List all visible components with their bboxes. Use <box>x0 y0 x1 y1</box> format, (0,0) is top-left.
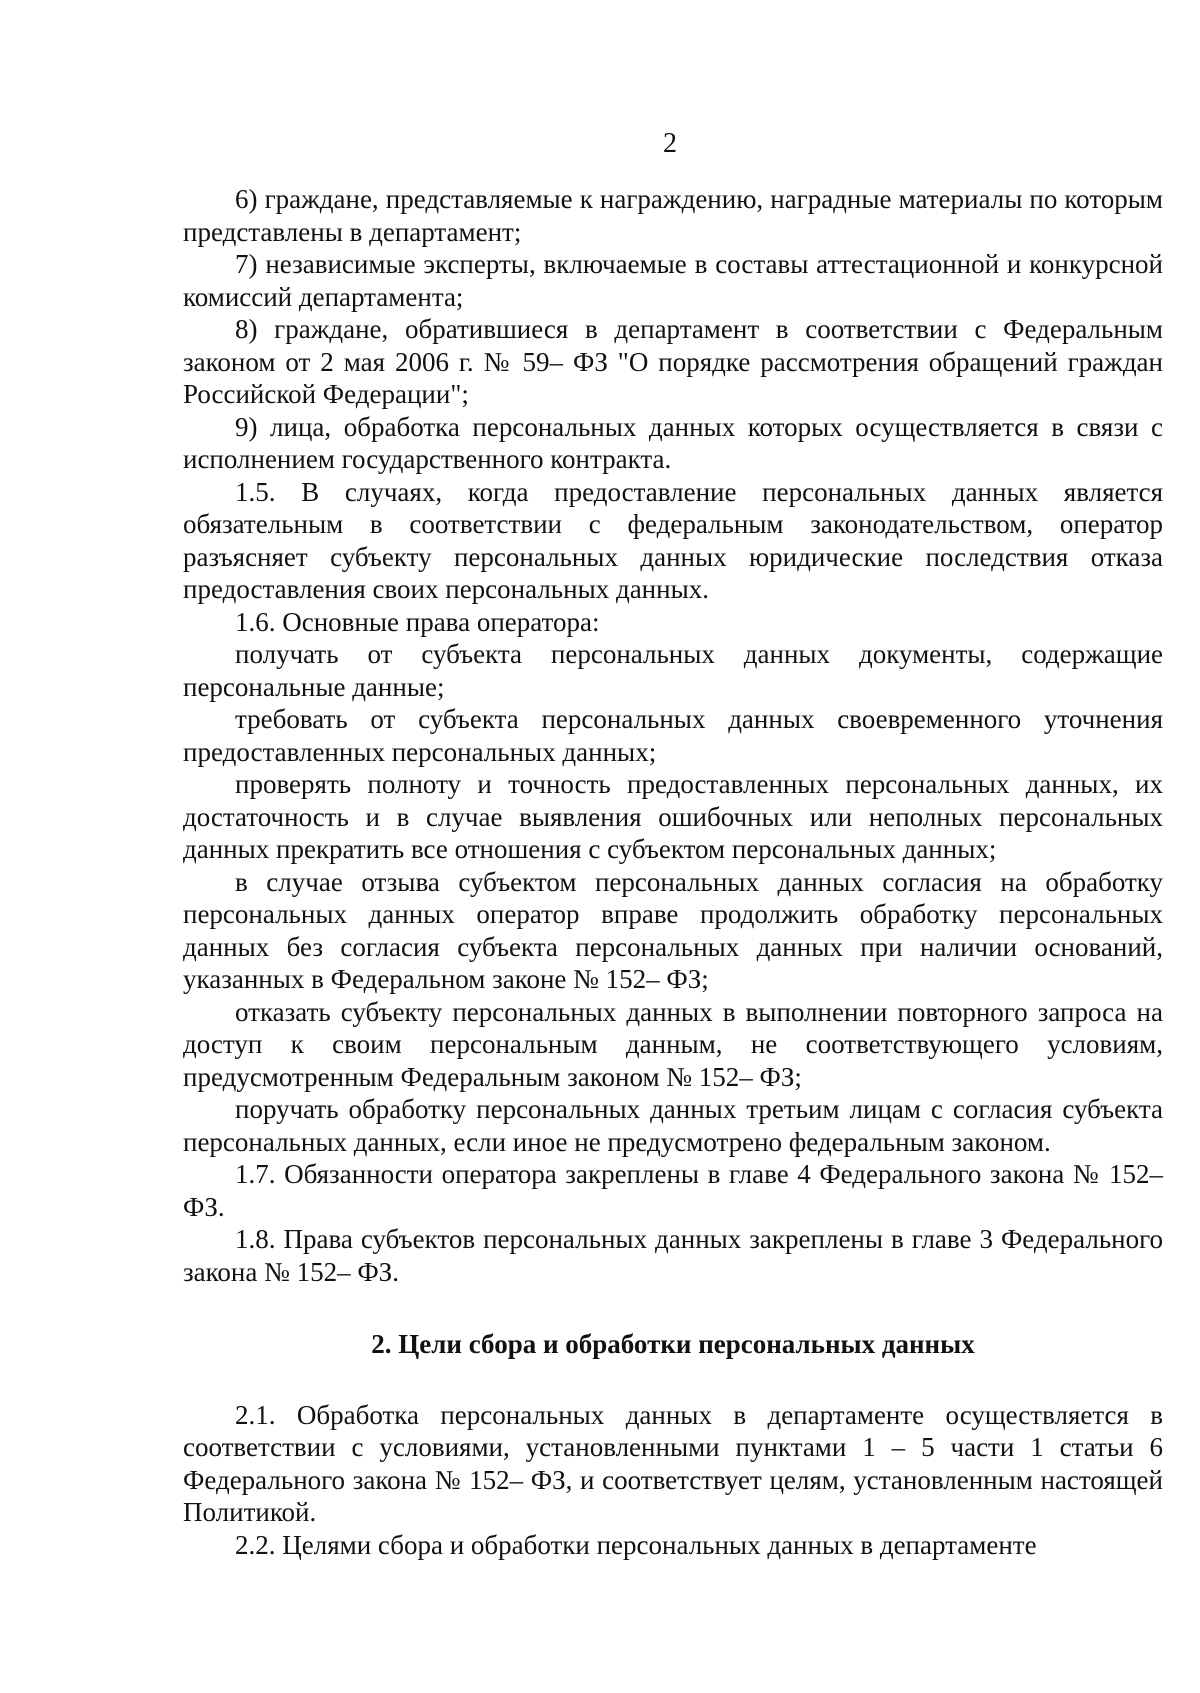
paragraph-2-2: 2.2. Целями сбора и обработки персональных данных в департаменте <box>235 1529 1037 1560</box>
paragraph-right-verify: проверять полноту и точность предоставленных персональных данных, их достаточность и в случае выявления ошибочных или неполных персональных данных прекратить все отношения с субъектом персональных данных; <box>183 769 1163 864</box>
paragraph-right-require: требовать от субъекта персональных данных своевременного уточнения предоставленных персональных данных; <box>183 704 1163 767</box>
paragraph-right-refuse: отказать субъекту персональных данных в выполнении повторного запроса на доступ к своим персональным данным, не соответствующего условиям, предусмотренным Федеральным законом № 152– ФЗ; <box>183 996 1163 1092</box>
document-body <box>183 183 1163 1561</box>
paragraph-1-8: 1.8. Права субъектов персональных данных закреплены в главе 3 Федерального закона № 152– ФЗ. <box>183 1224 1163 1287</box>
paragraph-item-7: 7) независимые эксперты, включаемые в составы аттестационной и конкурсной комиссий департамента; <box>183 249 1163 312</box>
page-number: 2 <box>663 128 677 159</box>
paragraph-item-6: 6) граждане, представляемые к награждению, наградные материалы по которым представлены в департамент; <box>183 184 1163 247</box>
paragraph-item-8: 8) граждане, обратившиеся в департамент в соответствии с Федеральным законом от 2 мая 2006 г. № 59– ФЗ "О порядке рассмотрения обращений граждан Российской Федерации"; <box>183 314 1163 409</box>
paragraph-item-9: 9) лица, обработка персональных данных которых осуществляется в связи с исполнением государственного контракта. <box>183 411 1163 474</box>
paragraph-1-5: 1.5. В случаях, когда предоставление персональных данных является обязательным в соответствии с федеральным законодательством, оператор разъясняет субъекту персональных данных юридические последствия отказа предоставления своих персональных данных. <box>183 476 1163 604</box>
section-heading: 2. Цели сбора и обработки персональных данных <box>371 1329 975 1359</box>
paragraph-right-receive: получать от субъекта персональных данных документы, содержащие персональные данные; <box>183 639 1163 702</box>
paragraph-2-1: 2.1. Обработка персональных данных в департаменте осуществляется в соответствии с условиями, установленными пунктами 1 – 5 части 1 статьи 6 Федерального закона № 152– ФЗ, и соответствует целям, установленным настоящей Политикой. <box>183 1399 1163 1527</box>
paragraph-right-continue: в случае отзыва субъектом персональных данных согласия на обработку персональных данных оператор вправе продолжить обработку персональных данных без согласия субъекта персональных данных при наличии оснований, указанных в Федеральном законе № 152– ФЗ; <box>183 866 1163 994</box>
paragraph-1-6: 1.6. Основные права оператора: <box>235 606 600 637</box>
paragraph-1-7: 1.7. Обязанности оператора закреплены в главе 4 Федерального закона № 152– ФЗ. <box>183 1159 1163 1222</box>
paragraph-right-delegate: поручать обработку персональных данных третьим лицам с согласия субъекта персональных данных, если иное не предусмотрено федеральным законом. <box>183 1094 1163 1157</box>
